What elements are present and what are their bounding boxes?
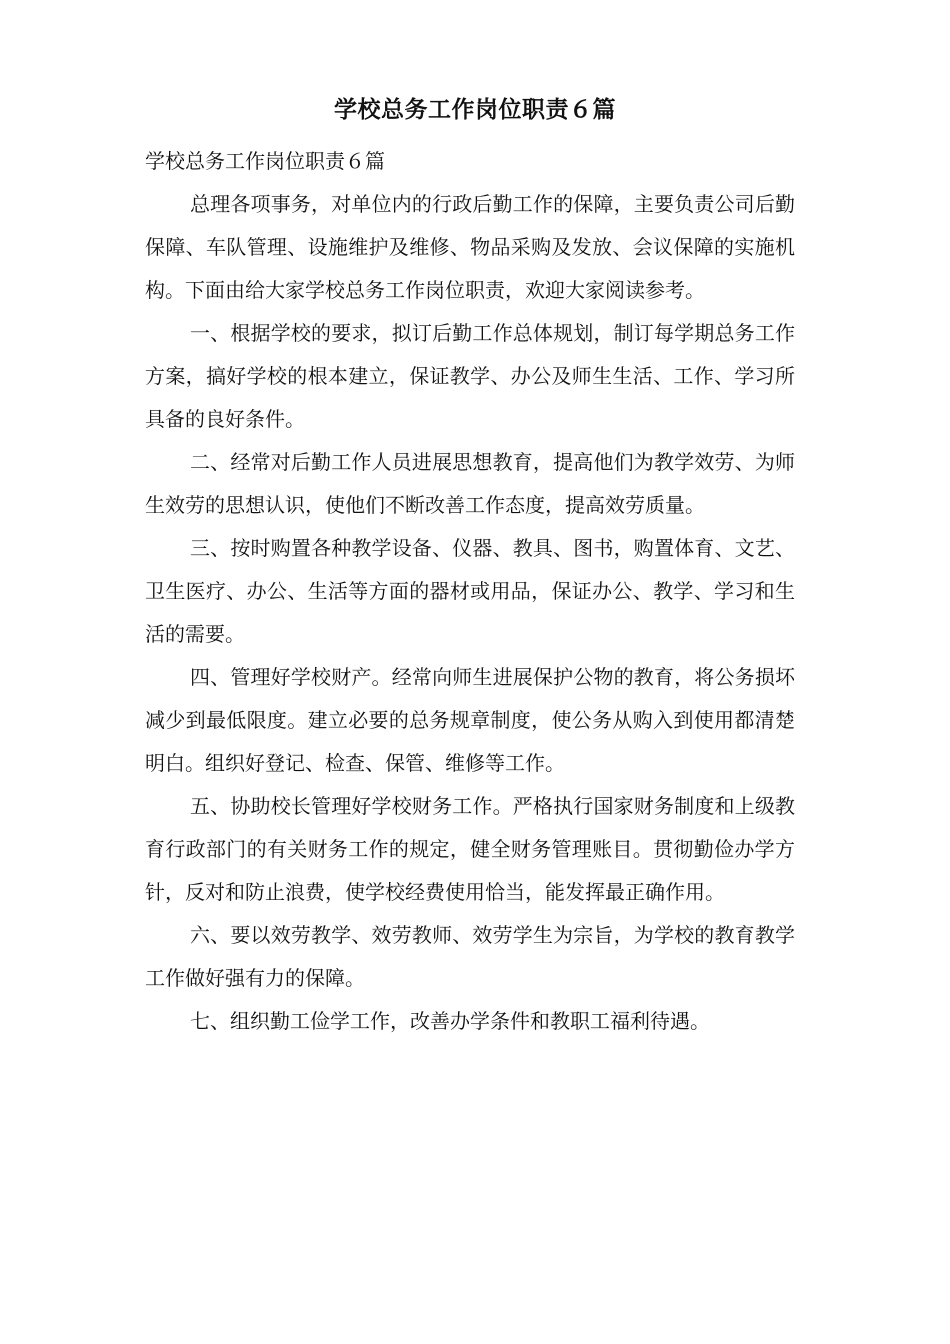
- paragraph-intro: 总理各项事务，对单位内的行政后勤工作的保障，主要负责公司后勤保障、车队管理、设施维护及维修、物品采购及发放、会议保障的实施机构。下面由给大家学校总务工作岗位职责，欢迎大家阅读参考。: [145, 192, 795, 302]
- paragraph-item-3: 三、按时购置各种教学设备、仪器、教具、图书，购置体育、文艺、卫生医疗、办公、生活等方面的器材或用品，保证办公、教学、学习和生活的需要。: [145, 536, 795, 646]
- document-body: [145, 140, 795, 1043]
- document-subtitle: 学校总务工作岗位职责６篇: [145, 149, 385, 173]
- paragraph-item-4: 四、管理好学校财产。经常向师生进展保护公物的教育，将公务损坏减少到最低限度。建立必要的总务规章制度，使公务从购入到使用都清楚明白。组织好登记、检查、保管、维修等工作。: [145, 665, 795, 775]
- paragraph-item-1: 一、根据学校的要求，拟订后勤工作总体规划，制订每学期总务工作方案，搞好学校的根本建立，保证教学、办公及师生生活、工作、学习所具备的良好条件。: [145, 321, 795, 431]
- document-title: 学校总务工作岗位职责６篇: [334, 96, 616, 123]
- paragraph-item-6: 六、要以效劳教学、效劳教师、效劳学生为宗旨，为学校的教育教学工作做好强有力的保障。: [145, 923, 795, 990]
- paragraph-item-7: 七、组织勤工俭学工作，改善办学条件和教职工福利待遇。: [190, 1009, 710, 1033]
- paragraph-item-5: 五、协助校长管理好学校财务工作。严格执行国家财务制度和上级教育行政部门的有关财务工作的规定，健全财务管理账目。贯彻勤俭办学方针，反对和防止浪费，使学校经费使用恰当，能发挥最正确作用。: [145, 794, 795, 904]
- paragraph-item-2: 二、经常对后勤工作人员进展思想教育，提高他们为教学效劳、为师生效劳的思想认识，使他们不断改善工作态度，提高效劳质量。: [145, 450, 795, 517]
